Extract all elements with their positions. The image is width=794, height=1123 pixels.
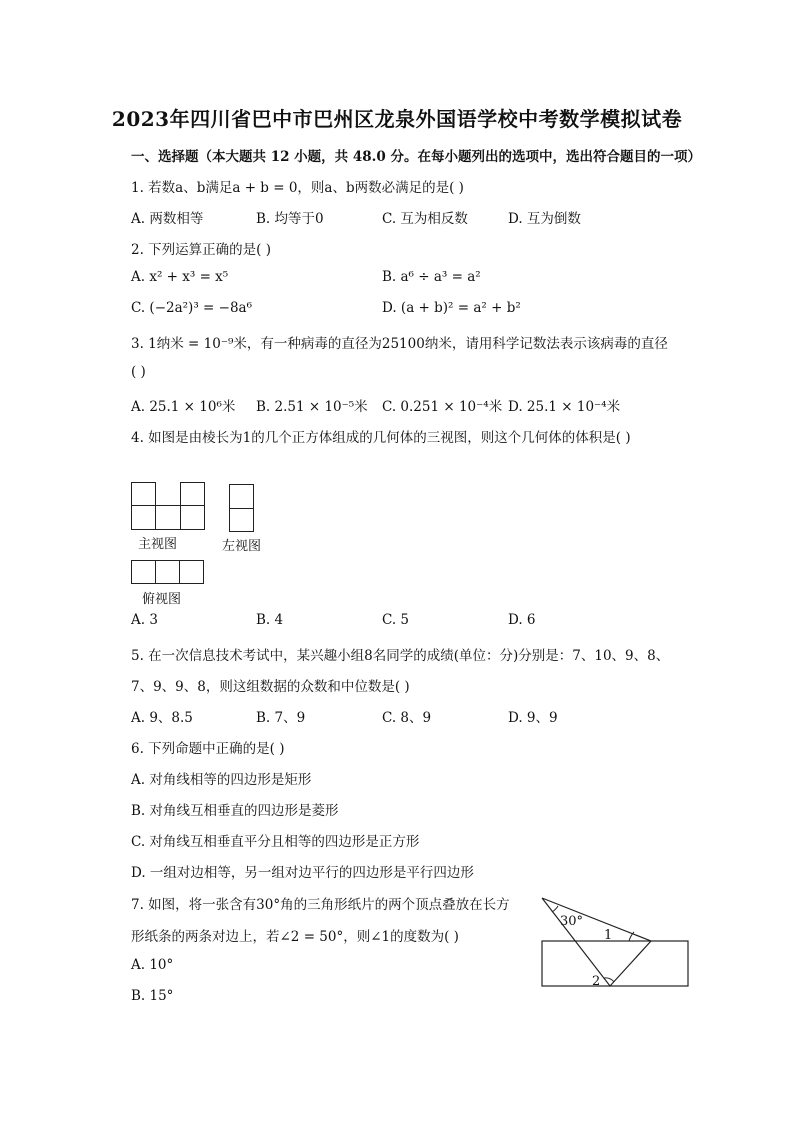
question-3-stem-cont: ( ): [131, 364, 146, 380]
q1-option-a[interactable]: A. 两数相等: [131, 211, 204, 227]
question-4-stem: 4. 如图是由棱长为1的几个正方体组成的几何体的三视图，则这个几何体的体积是( ): [131, 430, 631, 446]
top-view-label: 俯视图: [142, 592, 182, 607]
q4-option-a[interactable]: A. 3: [131, 612, 158, 628]
q5-option-d[interactable]: D. 9、9: [508, 710, 558, 726]
question-7-stem: 7. 如图，将一张含有30°角的三角形纸片的两个顶点叠放在长方: [131, 897, 510, 913]
question-7-stem-cont: 形纸条的两条对边上，若∠2 = 50°，则∠1的度数为( ): [131, 929, 459, 945]
angle-30-arc: [552, 906, 558, 912]
question-6-stem: 6. 下列命题中正确的是( ): [131, 741, 285, 757]
q6-option-c[interactable]: C. 对角线互相垂直平分且相等的四边形是正方形: [131, 834, 420, 850]
q3-option-a[interactable]: A. 25.1 × 10⁶米: [131, 399, 236, 415]
angle-30-label: 30°: [560, 914, 584, 929]
question-5-stem: 5. 在一次信息技术考试中，某兴趣小组8名同学的成绩(单位：分)分别是：7、10、9、8、: [131, 648, 670, 664]
page-title: 2023年四川省巴中市巴州区龙泉外国语学校中考数学模拟试卷: [111, 107, 683, 131]
question-2-stem: 2. 下列运算正确的是( ): [131, 242, 271, 258]
q1-option-d[interactable]: D. 互为倒数: [508, 211, 581, 227]
q1-option-b[interactable]: B. 均等于0: [256, 211, 324, 227]
angle-2-label: 2: [592, 974, 601, 989]
triangle-strip-figure: [538, 894, 694, 994]
q3-option-c[interactable]: C. 0.251 × 10⁻⁴米: [382, 399, 503, 415]
top-view-figure: [131, 560, 204, 584]
rectangle-strip: [542, 941, 688, 986]
q5-option-c[interactable]: C. 8、9: [382, 710, 432, 726]
q7-option-a[interactable]: A. 10°: [131, 957, 174, 973]
q2-option-a[interactable]: A. x² + x³ = x⁵: [131, 269, 229, 285]
q1-option-c[interactable]: C. 互为相反数: [382, 211, 468, 227]
q5-option-b[interactable]: B. 7、9: [256, 710, 306, 726]
q4-option-d[interactable]: D. 6: [508, 612, 536, 628]
q7-option-b[interactable]: B. 15°: [131, 988, 174, 1004]
q4-option-b[interactable]: B. 4: [256, 612, 284, 628]
front-view-label: 主视图: [138, 537, 178, 552]
q6-option-a[interactable]: A. 对角线相等的四边形是矩形: [131, 772, 312, 788]
q5-option-a[interactable]: A. 9、8.5: [131, 710, 193, 726]
front-view-figure: [131, 482, 205, 530]
q4-option-c[interactable]: C. 5: [382, 612, 410, 628]
q6-option-d[interactable]: D. 一组对边相等，另一组对边平行的四边形是平行四边形: [131, 865, 474, 881]
q2-option-d[interactable]: D. (a + b)² = a² + b²: [382, 300, 521, 316]
section-heading: 一、选择题（本大题共 12 小题，共 48.0 分。在每小题列出的选项中，选出符合题目的一项）: [131, 149, 701, 165]
left-view-label: 左视图: [222, 539, 262, 554]
q3-option-b[interactable]: B. 2.51 × 10⁻⁵米: [256, 399, 368, 415]
q3-option-d[interactable]: D. 25.1 × 10⁻⁴米: [508, 399, 621, 415]
angle-1-label: 1: [604, 928, 613, 943]
question-3-stem: 3. 1纳米 = 10⁻⁹米，有一种病毒的直径为25100纳米，请用科学记数法表示该病毒的直径: [131, 336, 668, 352]
triangle-paper: [542, 898, 651, 986]
q2-option-c[interactable]: C. (−2a²)³ = −8a⁶: [131, 300, 252, 316]
q2-option-b[interactable]: B. a⁶ ÷ a³ = a²: [382, 269, 481, 285]
question-1-stem: 1. 若数a、b满足a + b = 0，则a、b两数必满足的是( ): [131, 180, 464, 196]
left-view-figure: [229, 484, 254, 532]
q6-option-b[interactable]: B. 对角线互相垂直的四边形是菱形: [131, 803, 339, 819]
question-5-stem-cont: 7、9、9、8，则这组数据的众数和中位数是( ): [131, 679, 410, 695]
